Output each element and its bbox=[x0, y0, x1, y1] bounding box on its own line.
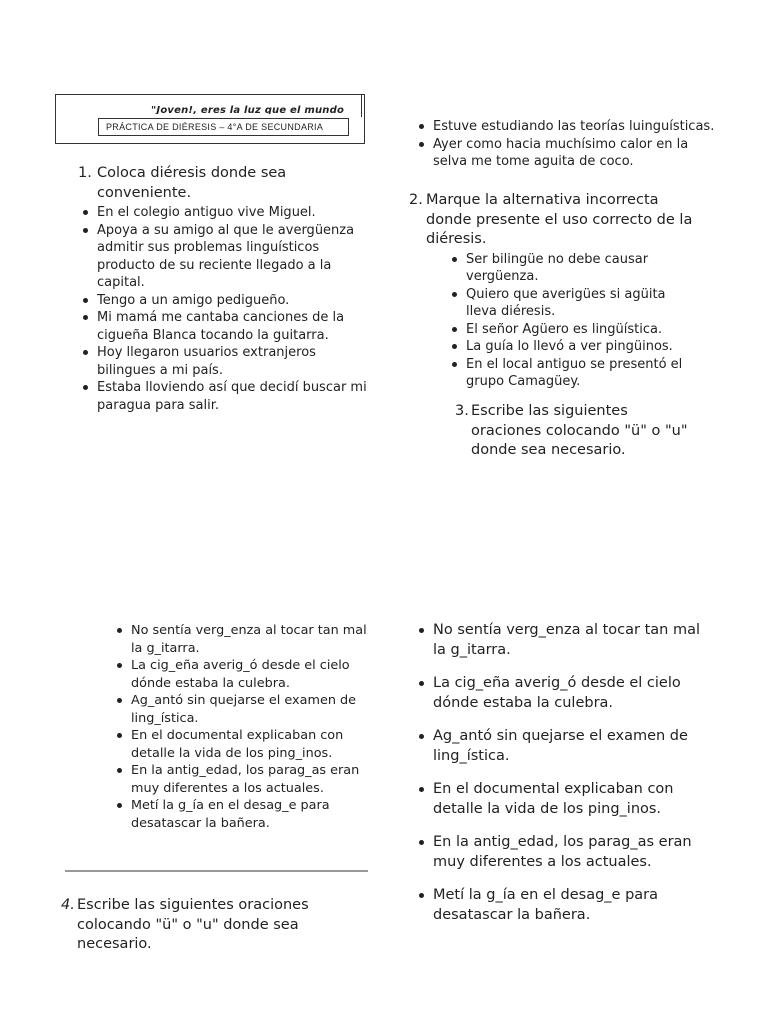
section-1-list bbox=[80, 204, 368, 414]
list-item: Estaba lloviendo así que decidí buscar mi paragua para salir. bbox=[80, 379, 368, 414]
section-4-number: 4. bbox=[61, 897, 75, 913]
list-item: Estuve estudiando las teorías luinguísticas. bbox=[416, 118, 716, 136]
list-item: En el local antiguo se presentó el grupo Camagüey. bbox=[449, 356, 689, 391]
exercise-left-list bbox=[114, 622, 372, 832]
section-2-heading bbox=[409, 191, 699, 250]
section-4-title: Escribe las siguientes oraciones colocando "ü" o "u" donde sea necesario. bbox=[77, 897, 309, 952]
list-item: En el documental explicaban con detalle la vida de los ping_inos. bbox=[114, 727, 372, 762]
list-item: En la antig_edad, los parag_as eran muy diferentes a los actuales. bbox=[416, 832, 716, 872]
section-3-number: 3. bbox=[455, 403, 469, 419]
section-1-continued-list bbox=[416, 118, 716, 171]
list-item: No sentía verg_enza al tocar tan mal la g_itarra. bbox=[114, 622, 372, 657]
list-item: La cig_eña averig_ó desde el cielo dónde estaba la culebra. bbox=[114, 657, 372, 692]
section-1-continued bbox=[416, 118, 716, 171]
exercise-list-right bbox=[416, 620, 716, 938]
list-item: Hoy llegaron usuarios extranjeros bilingues a mi país. bbox=[80, 344, 368, 379]
list-item: Ag_antó sin quejarse el examen de ling_ística. bbox=[114, 692, 372, 727]
exercise-right-list bbox=[416, 620, 716, 925]
section-3-title: Escribe las siguientes oraciones colocando "ü" o "u" donde sea necesario. bbox=[471, 403, 688, 458]
list-item: La cig_eña averig_ó desde el cielo dónde estaba la culebra. bbox=[416, 673, 716, 713]
list-item: Tengo a un amigo pedigueño. bbox=[80, 292, 368, 310]
worksheet-subtitle: PRÁCTICA DE DIÉRESIS – 4°A DE SECUNDARIA bbox=[98, 118, 349, 136]
section-3-heading bbox=[455, 402, 695, 461]
header-motto: "Joven!, eres la luz que el mundo bbox=[151, 105, 345, 114]
list-item: El señor Agüero es lingüística. bbox=[449, 321, 689, 339]
section-2-title: Marque la alternativa incorrecta donde presente el uso correcto de la diéresis. bbox=[426, 192, 693, 247]
list-item: La guía lo llevó a ver pingüinos. bbox=[449, 338, 689, 356]
list-item: Ag_antó sin quejarse el examen de ling_ística. bbox=[416, 726, 716, 766]
list-item: En el colegio antiguo vive Miguel. bbox=[80, 204, 368, 222]
list-item: Apoya a su amigo al que le avergüenza admitir sus problemas linguísticos producto de su reciente llegado a la capital. bbox=[80, 222, 368, 292]
section-4-heading bbox=[61, 896, 351, 955]
list-item: En el documental explicaban con detalle la vida de los ping_inos. bbox=[416, 779, 716, 819]
section-2-list bbox=[449, 251, 689, 391]
list-item: Ayer como hacia muchísimo calor en la selva me tome aguita de coco. bbox=[416, 136, 716, 171]
list-item: Quiero que averigües si agüita lleva diéresis. bbox=[449, 286, 689, 321]
section-1 bbox=[78, 164, 368, 414]
section-1-title: Coloca diéresis donde sea conveniente. bbox=[97, 165, 287, 201]
list-item: No sentía verg_enza al tocar tan mal la g_itarra. bbox=[416, 620, 716, 660]
section-2-number: 2. bbox=[409, 192, 423, 208]
list-item: Metí la g_ía en el desag_e para desatascar la bañera. bbox=[416, 885, 716, 925]
section-2 bbox=[409, 191, 699, 391]
list-item: Metí la g_ía en el desag_e para desatascar la bañera. bbox=[114, 797, 372, 832]
section-1-heading bbox=[78, 164, 368, 203]
list-item: Mi mamá me cantaba canciones de la cigueña Blanca tocando la guitarra. bbox=[80, 309, 368, 344]
header-box bbox=[55, 94, 365, 144]
exercise-list-left bbox=[114, 622, 372, 832]
list-item: Ser bilingüe no debe causar vergüenza. bbox=[449, 251, 689, 286]
header-edge-line bbox=[361, 95, 362, 117]
section-1-number: 1. bbox=[78, 165, 92, 181]
divider-line bbox=[65, 870, 368, 872]
list-item: En la antig_edad, los parag_as eran muy diferentes a los actuales. bbox=[114, 762, 372, 797]
section-4 bbox=[61, 896, 351, 955]
section-3 bbox=[455, 402, 695, 461]
